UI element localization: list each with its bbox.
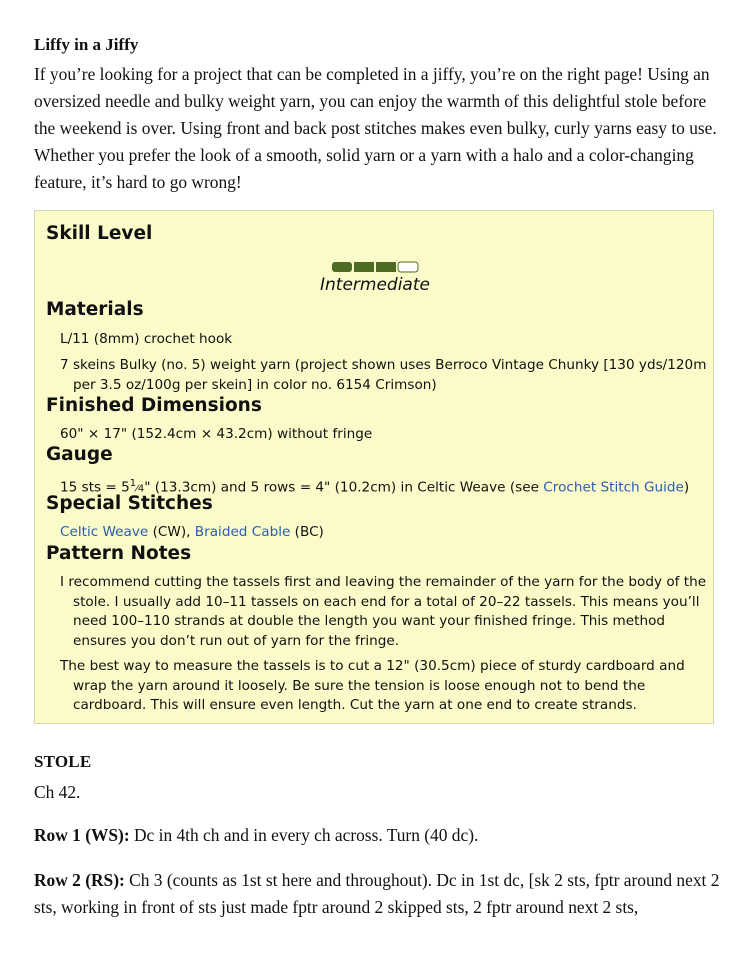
stole-heading: STOLE [34,752,92,771]
special-stitches-heading: Special Stitches [46,493,213,514]
row-1-text: Dc in 4th ch and in every ch across. Turn (40 dc). [129,825,479,845]
gauge-fraction-numerator: 1 [129,478,137,489]
pattern-note-1: I recommend cutting the tassels first and leaving the remainder of the yarn for the body of the stole. I usually add 10–11 tassels on each end for a total of 20–22 tassels. This means you’ll need 100–110 strands at double the length you want your finished fringe. This method ensures you don’t run out of yarn for the fringe. [60,574,707,649]
row-1-instruction [34,822,724,849]
pattern-title: Liffy in a Jiffy [34,35,139,54]
intro-paragraph: If you’re looking for a project that can be completed in a jiffy, you’re on the right page! Using an oversized needle and bulky weight yarn, you can enjoy the warmth of this delightful stole before the weekend is over. Using front and back post stitches makes even bulky, curly yarns easy to use. Whether you prefer the look of a smooth, solid yarn or a yarn with a halo and a color-changing feature, it’s hard to go wrong! [34,64,717,192]
gauge-text-start: 15 sts = 5 [60,479,130,496]
skill-level-heading: Skill Level [46,223,153,244]
finished-dimensions-heading: Finished Dimensions [46,395,262,416]
pattern-notes-heading: Pattern Notes [46,543,192,564]
row-2-text: Ch 3 (counts as 1st st here and throughout). Dc in 1st dc, [sk 2 sts, fptr around next 2 sts, working in front of sts just made fptr around 2 skipped sts, 2 fptr around next 2 sts, [34,870,720,917]
skill-level-meter-icon [331,260,421,274]
special-stitches-cw: (CW), [148,524,195,540]
braided-cable-link[interactable]: Braided Cable [194,524,291,540]
gauge-fraction-denominator: 4 [137,483,145,495]
skill-level-label: Intermediate [320,275,430,295]
celtic-weave-link[interactable]: Celtic Weave [60,524,149,540]
skill-segment-filled [354,262,374,272]
special-stitches-text [60,523,718,543]
row-2-label: Row 2 (RS): [34,870,125,890]
pattern-info-box [34,210,714,724]
skill-segment-filled [376,262,396,272]
special-stitches-bc: (BC) [290,524,324,540]
skill-segment-filled [332,262,352,272]
gauge-fraction-slash: ⁄ [136,483,138,495]
gauge-text-close: ) [683,479,690,496]
pattern-note-2: The best way to measure the tassels is to cut a 12" (30.5cm) piece of sturdy cardboard and wrap the yarn around it loosely. Be sure the tension is loose enough not to bend the cardboard. This will ensure even length. Cut the yarn at one end to create strands. [60,658,685,713]
stole-chain-instruction: Ch 42. [34,782,81,802]
row-2-instruction [34,867,724,921]
skill-segment-empty [398,262,418,272]
finished-dimensions-text: 60" × 17" (152.4cm × 43.2cm) without fringe [60,426,373,442]
row-1-label: Row 1 (WS): [34,825,130,845]
materials-heading: Materials [46,299,144,320]
crochet-stitch-guide-link[interactable]: Crochet Stitch Guide [543,479,684,496]
gauge-heading: Gauge [46,444,113,465]
materials-item-yarn: 7 skeins Bulky (no. 5) weight yarn (project shown uses Berroco Vintage Chunky [130 yds/120m per 3.5 oz/100g per skein] in color no. 6154 Crimson) [60,357,707,393]
materials-item-hook: L/11 (8mm) crochet hook [60,331,233,347]
gauge-text-rest: " (13.3cm) and 5 rows = 4" (10.2cm) in Celtic Weave (see [144,479,544,496]
